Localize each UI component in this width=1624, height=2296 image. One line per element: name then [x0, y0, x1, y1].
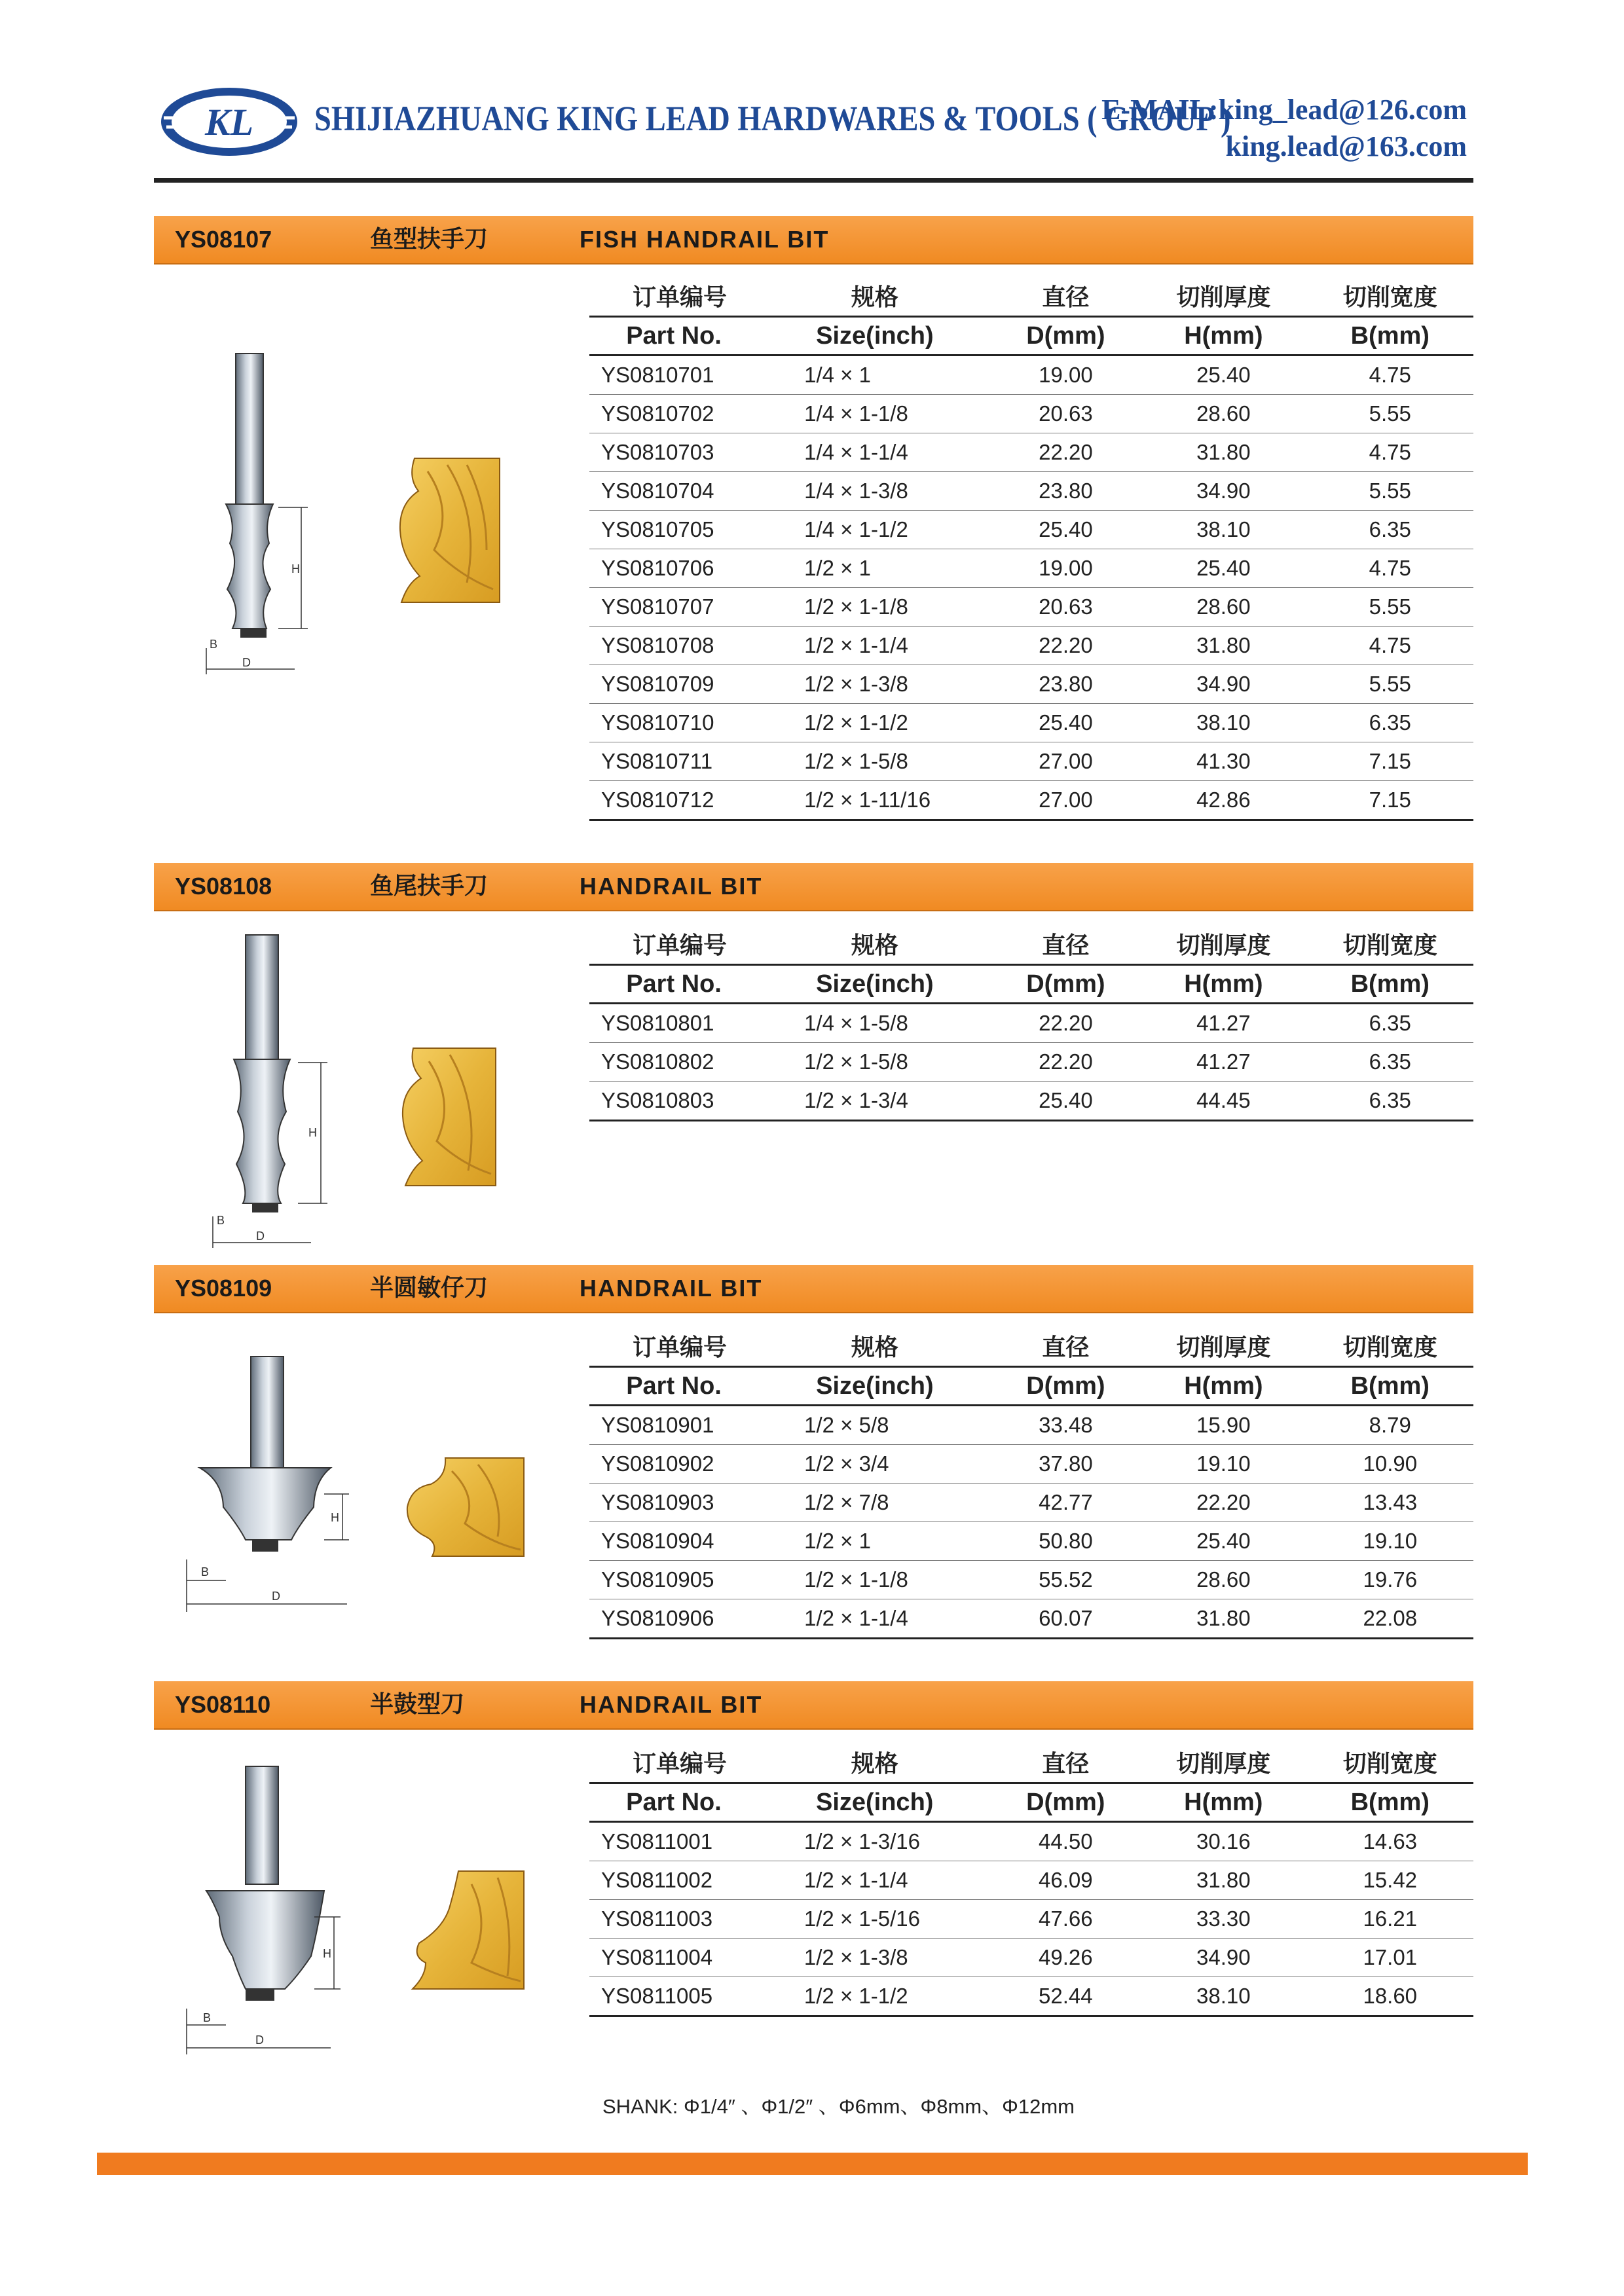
table-row: [589, 742, 1473, 781]
table-cell: 34.90: [1140, 665, 1306, 704]
section-code: YS08107: [175, 226, 272, 253]
table-row: [589, 1445, 1473, 1484]
table-cell: 28.60: [1140, 1561, 1306, 1599]
section-name-en: FISH HANDRAIL BIT: [580, 226, 830, 253]
section-name-en: HANDRAIL BIT: [580, 873, 763, 900]
table-cell: 37.80: [991, 1445, 1141, 1484]
table-cell: YS0810902: [589, 1445, 758, 1484]
table-cell: 25.40: [1140, 549, 1306, 588]
section-name-cn: 鱼尾扶手刀: [370, 873, 489, 900]
table-cell: 订单编号: [633, 932, 728, 959]
table-cell: YS0811002: [589, 1861, 758, 1900]
table-cell: 41.30: [1140, 742, 1306, 781]
table-row: [589, 1939, 1473, 1977]
router-bit-diagram: [174, 1350, 350, 1612]
table-cell: 订单编号: [633, 1334, 728, 1361]
table-cell: 1/2 × 1-3/8: [758, 665, 991, 704]
table-cell: YS0811001: [589, 1822, 758, 1861]
table-cell: 55.52: [991, 1561, 1141, 1599]
table-cell: 切削厚度: [1176, 1750, 1271, 1777]
table-cell: YS0810711: [589, 742, 758, 781]
table-cell: 切削厚度: [1176, 932, 1271, 959]
table-cell: 切削厚度: [1176, 1334, 1271, 1361]
section-code: YS08110: [175, 1691, 271, 1718]
table-cell: 规格: [851, 932, 898, 959]
dim-d-label: D: [272, 1590, 280, 1603]
table-cell: 4.75: [1307, 627, 1473, 665]
table-cell: 1/4 × 1-1/2: [758, 511, 991, 549]
table-header-cn: [589, 1741, 1473, 1783]
table-cell: 17.01: [1307, 1939, 1473, 1977]
section-band: [154, 1265, 1473, 1313]
table-row: [589, 1043, 1473, 1082]
table-cell: D(mm): [991, 965, 1141, 1004]
dim-b-label: B: [203, 2011, 212, 2024]
table-cell: YS0810903: [589, 1484, 758, 1522]
table-row: [589, 1406, 1473, 1445]
dim-d-label: D: [256, 1230, 265, 1243]
table-cell: 22.08: [1307, 1599, 1473, 1639]
table-cell: 4.75: [1307, 433, 1473, 472]
table-cell: YS0810901: [589, 1406, 758, 1445]
table-cell: 42.77: [991, 1484, 1141, 1522]
section-ys08108: [154, 863, 1473, 1256]
spec-table: [589, 1325, 1473, 1639]
table-cell: 1/2 × 1-3/4: [758, 1082, 991, 1121]
dim-h-label: H: [308, 1126, 317, 1139]
table-cell: D(mm): [991, 1783, 1141, 1822]
table-cell: 切削宽度: [1342, 283, 1437, 311]
table-cell: YS0811003: [589, 1900, 758, 1939]
table-cell: YS0810706: [589, 549, 758, 588]
table-cell: 1/2 × 1-1/4: [758, 1599, 991, 1639]
table-cell: YS0810802: [589, 1043, 758, 1082]
table-cell: Part No.: [589, 965, 758, 1004]
table-cell: 1/2 × 1-1/8: [758, 588, 991, 627]
table-cell: 规格: [851, 1750, 898, 1777]
table-cell: 15.90: [1140, 1406, 1306, 1445]
table-cell: 27.00: [991, 781, 1141, 820]
table-cell: 25.40: [991, 1082, 1141, 1121]
table-row: [589, 472, 1473, 511]
email-primary: E-MAIL:king_lead@126.com: [1101, 94, 1467, 126]
table-cell: 8.79: [1307, 1406, 1473, 1445]
table-cell: 订单编号: [633, 283, 728, 311]
table-cell: 22.20: [991, 1043, 1141, 1082]
table-cell: 31.80: [1140, 627, 1306, 665]
section-ys08110: [154, 1681, 1473, 2074]
table-row: [589, 1861, 1473, 1900]
table-row: [589, 588, 1473, 627]
table-cell: 19.10: [1307, 1522, 1473, 1561]
table-cell: 46.09: [991, 1861, 1141, 1900]
table-cell: 27.00: [991, 742, 1141, 781]
table-cell: D(mm): [991, 1367, 1141, 1406]
logo-text: KL: [204, 101, 254, 143]
table-cell: 34.90: [1140, 472, 1306, 511]
table-cell: H(mm): [1140, 1783, 1306, 1822]
table-cell: 19.10: [1140, 1445, 1306, 1484]
table-cell: YS0810803: [589, 1082, 758, 1121]
page-header: [151, 79, 1480, 177]
table-cell: Part No.: [589, 1367, 758, 1406]
table-row: [589, 1484, 1473, 1522]
table-cell: 切削宽度: [1342, 932, 1437, 959]
table-cell: 25.40: [991, 704, 1141, 742]
footer-bar: [97, 2153, 1528, 2175]
table-header-en: [589, 965, 1473, 1004]
table-cell: 22.20: [991, 627, 1141, 665]
table-cell: 1/2 × 1-11/16: [758, 781, 991, 820]
table-cell: H(mm): [1140, 965, 1306, 1004]
table-cell: B(mm): [1307, 1367, 1473, 1406]
table-cell: 33.30: [1140, 1900, 1306, 1939]
table-cell: 直径: [1042, 1750, 1090, 1777]
table-cell: 38.10: [1140, 511, 1306, 549]
table-cell: 6.35: [1307, 1004, 1473, 1043]
table-header-cn: [589, 1325, 1473, 1367]
table-cell: 1/2 × 1-1/8: [758, 1561, 991, 1599]
table-cell: 30.16: [1140, 1822, 1306, 1861]
table-cell: 6.35: [1307, 704, 1473, 742]
table-cell: 52.44: [991, 1977, 1141, 2016]
table-cell: 38.10: [1140, 704, 1306, 742]
dim-d-label: D: [255, 2033, 264, 2047]
wood-profile-image: [399, 1865, 530, 1995]
shank-note: SHANK: Φ1/4″ 、Φ1/2″ 、Φ6mm、Φ8mm、Φ12mm: [602, 2095, 1075, 2118]
table-cell: YS0810707: [589, 588, 758, 627]
table-cell: 规格: [851, 283, 898, 311]
header-rule: [154, 178, 1473, 183]
table-cell: H(mm): [1140, 317, 1306, 355]
table-cell: 47.66: [991, 1900, 1141, 1939]
table-cell: 4.75: [1307, 549, 1473, 588]
email-secondary: king.lead@163.com: [1225, 130, 1467, 162]
table-cell: 31.80: [1140, 433, 1306, 472]
table-cell: 1/2 × 1-5/8: [758, 742, 991, 781]
table-row: [589, 1004, 1473, 1043]
table-cell: 28.60: [1140, 588, 1306, 627]
table-cell: 1/2 × 1-1/4: [758, 627, 991, 665]
table-cell: YS0810709: [589, 665, 758, 704]
table-cell: YS0810712: [589, 781, 758, 820]
spec-table: [589, 275, 1473, 821]
table-cell: 规格: [851, 1334, 898, 1361]
table-cell: H(mm): [1140, 1367, 1306, 1406]
table-cell: 41.27: [1140, 1043, 1306, 1082]
section-band: [154, 863, 1473, 911]
table-cell: 切削宽度: [1342, 1334, 1437, 1361]
table-cell: 5.55: [1307, 395, 1473, 433]
table-cell: YS0810905: [589, 1561, 758, 1599]
table-cell: Size(inch): [758, 1783, 991, 1822]
table-cell: 44.50: [991, 1822, 1141, 1861]
table-cell: 1/2 × 1: [758, 549, 991, 588]
dim-b-label: B: [217, 1214, 225, 1227]
section-band: [154, 1681, 1473, 1730]
table-row: [589, 511, 1473, 549]
table-cell: 23.80: [991, 665, 1141, 704]
table-cell: 1/2 × 1-3/16: [758, 1822, 991, 1861]
table-cell: 1/2 × 5/8: [758, 1406, 991, 1445]
table-cell: 5.55: [1307, 472, 1473, 511]
table-header-en: [589, 1367, 1473, 1406]
table-cell: 49.26: [991, 1939, 1141, 1977]
table-cell: 34.90: [1140, 1939, 1306, 1977]
table-row: [589, 549, 1473, 588]
table-cell: 1/2 × 1-1/2: [758, 1977, 991, 2016]
table-cell: 25.40: [1140, 355, 1306, 395]
section-name-cn: 半鼓型刀: [370, 1691, 465, 1718]
table-cell: 44.45: [1140, 1082, 1306, 1121]
section-code: YS08109: [175, 1275, 272, 1302]
dim-h-label: H: [331, 1511, 339, 1524]
table-cell: 42.86: [1140, 781, 1306, 820]
section-ys08109: [154, 1265, 1473, 1671]
table-cell: YS0810701: [589, 355, 758, 395]
table-cell: 41.27: [1140, 1004, 1306, 1043]
section-ys08107: [154, 216, 1473, 845]
router-bit-diagram: [193, 347, 311, 674]
table-cell: YS0811004: [589, 1939, 758, 1977]
table-cell: 31.80: [1140, 1861, 1306, 1900]
table-cell: YS0810801: [589, 1004, 758, 1043]
table-cell: 19.76: [1307, 1561, 1473, 1599]
table-cell: 33.48: [991, 1406, 1141, 1445]
table-cell: 16.21: [1307, 1900, 1473, 1939]
table-row: [589, 781, 1473, 820]
table-cell: 10.90: [1307, 1445, 1473, 1484]
section-code: YS08108: [175, 873, 272, 900]
table-row: [589, 1599, 1473, 1639]
table-cell: YS0810906: [589, 1599, 758, 1639]
table-cell: 6.35: [1307, 511, 1473, 549]
table-cell: 直径: [1042, 932, 1090, 959]
table-cell: YS0810704: [589, 472, 758, 511]
table-cell: Size(inch): [758, 965, 991, 1004]
wood-profile-image: [388, 452, 506, 609]
table-cell: 1/2 × 7/8: [758, 1484, 991, 1522]
table-cell: YS0810710: [589, 704, 758, 742]
table-cell: 6.35: [1307, 1082, 1473, 1121]
table-cell: 23.80: [991, 472, 1141, 511]
table-row: [589, 665, 1473, 704]
table-cell: B(mm): [1307, 1783, 1473, 1822]
kl-logo: [157, 82, 301, 161]
table-cell: 14.63: [1307, 1822, 1473, 1861]
dim-b-label: B: [210, 638, 218, 651]
table-cell: 5.55: [1307, 665, 1473, 704]
table-cell: 4.75: [1307, 355, 1473, 395]
wood-profile-image: [390, 1043, 501, 1190]
table-cell: D(mm): [991, 317, 1141, 355]
company-name: SHIJIAZHUANG KING LEAD HARDWARES & TOOLS ( GROUP ): [314, 99, 1231, 138]
table-cell: 订单编号: [632, 1750, 727, 1777]
table-header-cn: [589, 923, 1473, 965]
contact-emails: [1101, 92, 1467, 165]
table-cell: 1/4 × 1-1/8: [758, 395, 991, 433]
table-cell: 7.15: [1307, 742, 1473, 781]
dim-h-label: H: [291, 562, 300, 575]
table-cell: 25.40: [991, 511, 1141, 549]
table-header-cn: [589, 275, 1473, 317]
table-row: [589, 1822, 1473, 1861]
table-cell: 6.35: [1307, 1043, 1473, 1082]
table-row: [589, 704, 1473, 742]
table-row: [589, 1522, 1473, 1561]
table-cell: 切削厚度: [1176, 283, 1271, 311]
spec-table: [589, 923, 1473, 1121]
table-cell: 13.43: [1307, 1484, 1473, 1522]
table-row: [589, 395, 1473, 433]
table-cell: 直径: [1042, 283, 1090, 311]
wood-profile-image: [399, 1451, 530, 1563]
table-cell: 20.63: [991, 395, 1141, 433]
table-cell: 1/2 × 1-1/4: [758, 1861, 991, 1900]
table-cell: 22.20: [991, 1004, 1141, 1043]
table-cell: 22.20: [991, 433, 1141, 472]
section-name-cn: 鱼型扶手刀: [370, 226, 489, 253]
table-cell: 15.42: [1307, 1861, 1473, 1900]
table-cell: 22.20: [1140, 1484, 1306, 1522]
table-cell: 50.80: [991, 1522, 1141, 1561]
table-cell: 1/2 × 1: [758, 1522, 991, 1561]
dim-d-label: D: [242, 656, 251, 669]
table-cell: YS0810708: [589, 627, 758, 665]
spec-table: [589, 1741, 1473, 2017]
table-cell: 1/2 × 1-5/16: [758, 1900, 991, 1939]
table-cell: 60.07: [991, 1599, 1141, 1639]
table-cell: 28.60: [1140, 395, 1306, 433]
dim-b-label: B: [201, 1565, 210, 1578]
section-band: [154, 216, 1473, 264]
table-cell: 18.60: [1307, 1977, 1473, 2016]
table-cell: 1/4 × 1: [758, 355, 991, 395]
table-cell: 1/4 × 1-3/8: [758, 472, 991, 511]
dim-h-label: H: [323, 1947, 331, 1960]
table-cell: YS0810705: [589, 511, 758, 549]
table-cell: YS0811005: [589, 1977, 758, 2016]
table-row: [589, 1900, 1473, 1939]
router-bit-diagram: [200, 928, 331, 1249]
table-cell: 1/2 × 1-5/8: [758, 1043, 991, 1082]
section-name-en: HANDRAIL BIT: [580, 1275, 763, 1302]
table-row: [589, 1977, 1473, 2016]
table-cell: Size(inch): [758, 1367, 991, 1406]
section-name-en: HANDRAIL BIT: [580, 1691, 763, 1718]
table-row: [589, 433, 1473, 472]
table-cell: YS0810904: [589, 1522, 758, 1561]
section-name-cn: 半圆敏仔刀: [370, 1275, 489, 1302]
table-cell: 1/4 × 1-1/4: [758, 433, 991, 472]
table-row: [589, 355, 1473, 395]
table-cell: 1/2 × 3/4: [758, 1445, 991, 1484]
table-cell: 19.00: [991, 355, 1141, 395]
table-cell: Part No.: [589, 1783, 758, 1822]
table-cell: 1/4 × 1-5/8: [758, 1004, 991, 1043]
router-bit-diagram: [180, 1760, 344, 2054]
table-cell: 19.00: [991, 549, 1141, 588]
table-cell: 直径: [1042, 1334, 1090, 1361]
table-cell: 1/2 × 1-3/8: [758, 1939, 991, 1977]
table-cell: 7.15: [1307, 781, 1473, 820]
table-cell: 38.10: [1140, 1977, 1306, 2016]
table-cell: 1/2 × 1-1/2: [758, 704, 991, 742]
table-cell: YS0810703: [589, 433, 758, 472]
table-cell: B(mm): [1307, 965, 1473, 1004]
table-row: [589, 627, 1473, 665]
table-row: [589, 1082, 1473, 1121]
table-cell: Size(inch): [758, 317, 991, 355]
table-cell: YS0810702: [589, 395, 758, 433]
table-header-en: [589, 1783, 1473, 1822]
table-cell: 5.55: [1307, 588, 1473, 627]
table-cell: 20.63: [991, 588, 1141, 627]
table-cell: 31.80: [1140, 1599, 1306, 1639]
table-header-en: [589, 317, 1473, 355]
table-cell: Part No.: [589, 317, 758, 355]
table-cell: 切削宽度: [1342, 1750, 1437, 1777]
table-cell: B(mm): [1307, 317, 1473, 355]
table-cell: 25.40: [1140, 1522, 1306, 1561]
table-row: [589, 1561, 1473, 1599]
